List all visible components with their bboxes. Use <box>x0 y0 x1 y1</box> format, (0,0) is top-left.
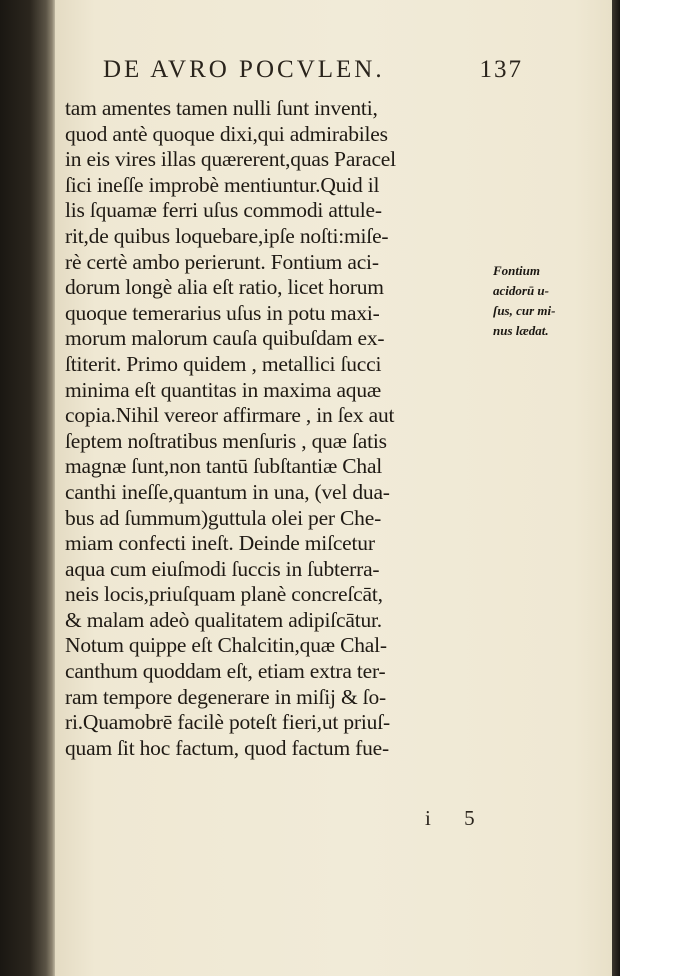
text-line: tam amentes tamen nulli ſunt inventi, <box>65 96 378 120</box>
running-title: DE AVRO POCVLEN. <box>103 56 385 83</box>
text-line: neis locis,priuſquam planè concreſcāt, <box>65 582 383 607</box>
text-line: rit,de quibus loquebare,ipſe noſti:miſe- <box>65 223 389 248</box>
marginal-note <box>493 261 613 341</box>
text-line: dorum longè alia eſt ratio, licet horum <box>65 275 384 300</box>
book-page <box>55 0 612 976</box>
book-binding-left <box>0 0 58 976</box>
text-line: Notum quippe eſt Chalcitin,quæ Chal- <box>65 633 387 658</box>
text-line: quoque temerarius uſus in potu maxi- <box>65 300 380 325</box>
book-binding-right <box>606 0 690 976</box>
body-text <box>65 96 535 761</box>
page-number: 137 <box>479 56 523 83</box>
text-line: ſeptem noſtratibus menſuris , quæ ſatis <box>65 428 387 453</box>
text-line: ſici ineſſe improbè mentiuntur.Quid il <box>65 172 380 197</box>
signature-mark: i 5 <box>425 806 489 830</box>
text-line: aqua cum eiuſmodi ſuccis in ſubterra- <box>65 556 380 581</box>
text-line: ri.Quamobrē facilè poteſt fieri,ut priuſ- <box>65 710 390 735</box>
text-line: in eis vires illas quærerent,quas Paracel <box>65 147 396 172</box>
text-line: ram tempore degenerare in miſij & ſo- <box>65 684 386 709</box>
text-line: ſtiterit. Primo quidem , metallici ſucci <box>65 351 382 376</box>
text-line: morum malorum cauſa quibuſdam ex- <box>65 326 385 351</box>
text-line: copia.Nihil vereor affirmare , in ſex aut <box>65 403 395 428</box>
text-line: lis ſquamæ ferri uſus commodi attule- <box>65 198 382 223</box>
text-line: miam confecti ineſt. Deinde miſcetur <box>65 531 375 556</box>
text-line: canthi ineſſe,quantum in una, (vel dua- <box>65 479 390 504</box>
marginal-note-line: acidorū u- <box>493 283 549 298</box>
text-line: rè certè ambo perierunt. Fontium aci- <box>65 249 379 274</box>
text-line: quam ſit hoc factum, quod factum fue- <box>65 735 389 760</box>
text-line: quod antè quoque dixi,qui admirabiles <box>65 121 388 146</box>
running-header <box>103 56 523 84</box>
text-line: & malam adeò qualitatem adipiſcātur. <box>65 607 382 632</box>
marginal-note-line: ſus, cur mi- <box>493 303 556 318</box>
text-line: magnæ ſunt,non tantū ſubſtantiæ Chal <box>65 454 383 479</box>
marginal-note-line: Fontium <box>493 263 540 278</box>
marginal-note-line: nus lædat. <box>493 323 549 338</box>
text-line: minima eſt quantitas in maxima aquæ <box>65 377 382 402</box>
text-line: canthum quoddam eſt, etiam extra ter- <box>65 659 386 684</box>
text-line: bus ad ſummum)guttula olei per Che- <box>65 505 382 530</box>
